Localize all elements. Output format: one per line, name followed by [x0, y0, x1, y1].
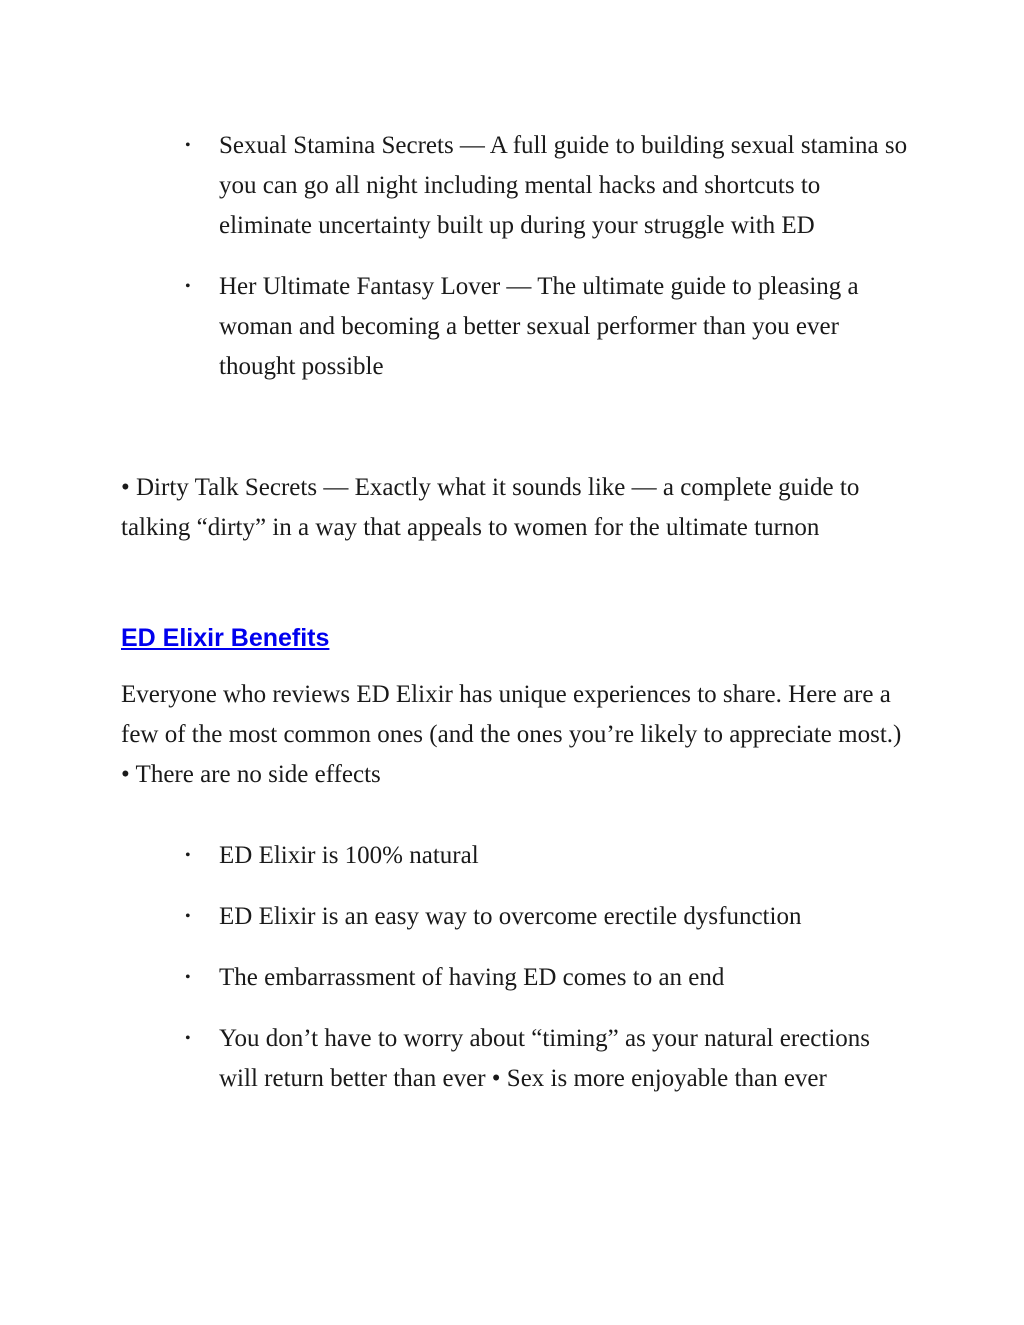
list-item-text: The embarrassment of having ED comes to an end — [219, 964, 725, 991]
list-item-text: Her Ultimate Fantasy Lover — The ultimate guide to pleasing a woman and becoming a better sexual performer than you ever thought possible — [219, 273, 859, 380]
dirty-talk-paragraph: • Dirty Talk Secrets — Exactly what it sounds like — a complete guide to talking “dirty” in a way that appeals to women for the ultimate turnon — [121, 474, 860, 541]
bullet-icon: • — [185, 847, 191, 864]
benefits-list — [185, 836, 915, 1120]
intro-paragraph: Everyone who reviews ED Elixir has unique experiences to share. Here are a few of the most common ones (and the ones you’re likely to appreciate most.) • There are no side effects — [121, 681, 902, 788]
list-item — [185, 897, 915, 937]
bullet-icon: • — [185, 1030, 191, 1047]
list-item-text: Sexual Stamina Secrets — A full guide to building sexual stamina so you can go all night including mental hacks and shortcuts to eliminate uncertainty built up during your struggle with ED — [219, 132, 908, 239]
section-heading-link[interactable]: ED Elixir Benefits — [121, 624, 330, 652]
bullet-icon: • — [185, 969, 191, 986]
list-item — [185, 1019, 915, 1099]
bullet-icon: • — [185, 908, 191, 925]
list-item — [185, 958, 915, 998]
list-item — [185, 836, 915, 876]
list-item — [185, 267, 915, 387]
features-list — [185, 126, 915, 408]
bullet-icon: • — [185, 278, 191, 295]
list-item-text: ED Elixir is 100% natural — [219, 842, 479, 869]
list-item — [185, 126, 915, 246]
list-item-text: You don’t have to worry about “timing” as your natural erections will return better than ever • Sex is more enjoyable than ever — [219, 1025, 871, 1092]
bullet-icon: • — [185, 137, 191, 154]
list-item-text: ED Elixir is an easy way to overcome erectile dysfunction — [219, 903, 802, 930]
